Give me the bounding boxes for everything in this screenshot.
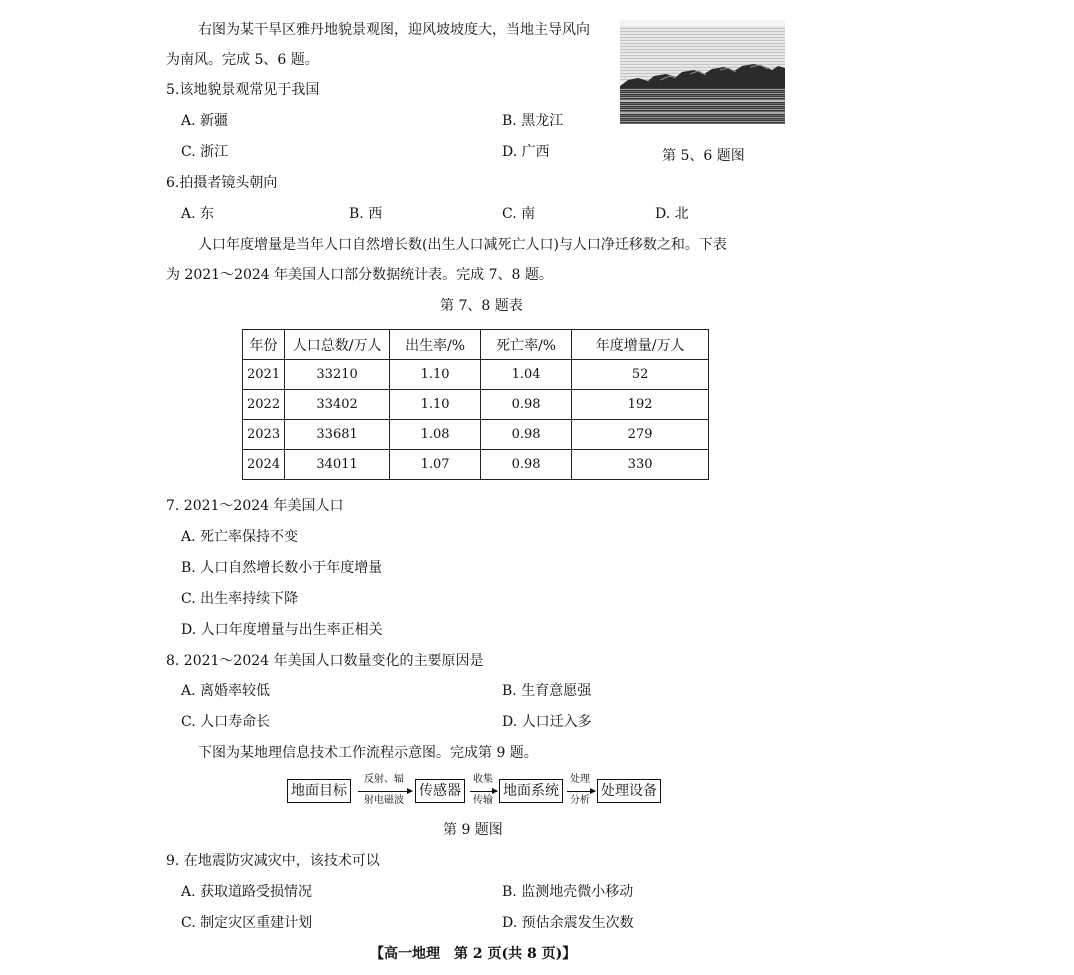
intro-9: 下图为某地理信息技术工作流程示意图。完成第 9 题。: [198, 745, 538, 761]
cell-annual-increase: 192: [572, 390, 709, 420]
header-year: 年份: [243, 330, 285, 360]
q6-option-a[interactable]: A. 东: [181, 206, 215, 222]
cell-total: 33402: [285, 390, 390, 420]
table-row: [243, 390, 709, 420]
cell-death-rate: 1.04: [481, 360, 572, 390]
q9-option-c[interactable]: C. 制定灾区重建计划: [181, 915, 313, 931]
header-birth-rate: 出生率/%: [390, 330, 481, 360]
flow-arrow3-label-top: 处理: [570, 774, 590, 785]
flow-arrow1-label-bottom: 射电磁波: [364, 795, 404, 806]
q9-option-a[interactable]: A. 获取道路受损情况: [181, 884, 313, 900]
intro-5-6-line1: 右图为某干旱区雅丹地貌景观图，迎风坡坡度大，当地主导风向: [198, 22, 590, 38]
flow-arrow2-label-bottom: 传输: [473, 795, 493, 806]
q5-option-a[interactable]: A. 新疆: [181, 113, 229, 129]
table-title: 第 7、8 题表: [440, 298, 523, 314]
arrow-right-icon: [358, 791, 412, 792]
flow-box-processing-device: 处理设备: [597, 779, 661, 803]
q6-option-d[interactable]: D. 北: [655, 206, 689, 222]
q8-option-c[interactable]: C. 人口寿命长: [181, 714, 271, 730]
cell-total: 33681: [285, 420, 390, 450]
table-header-row: [243, 330, 709, 360]
q6-stem: 6.拍摄者镜头朝向: [166, 175, 278, 191]
intro-5-6-line2: 为南风。完成 5、6 题。: [166, 52, 319, 68]
flow-arrow2-label-top: 收集: [473, 774, 493, 785]
header-total: 人口总数/万人: [285, 330, 390, 360]
cell-birth-rate: 1.10: [390, 390, 481, 420]
figure-9-caption: 第 9 题图: [443, 822, 503, 838]
cell-annual-increase: 279: [572, 420, 709, 450]
flow-box-sensor: 传感器: [415, 779, 465, 803]
q7-stem: 7. 2021～2024 年美国人口: [166, 498, 344, 514]
intro-7-8-line2: 为 2021～2024 年美国人口部分数据统计表。完成 7、8 题。: [166, 267, 553, 283]
cell-death-rate: 0.98: [481, 450, 572, 480]
cell-birth-rate: 1.07: [390, 450, 481, 480]
arrow-right-icon: [470, 791, 497, 792]
cell-birth-rate: 1.08: [390, 420, 481, 450]
cell-year: 2022: [243, 390, 285, 420]
q5-option-b[interactable]: B. 黑龙江: [502, 113, 564, 129]
flow-arrow1-label-top: 反射、辐: [364, 774, 404, 785]
q5-option-d[interactable]: D. 广西: [502, 144, 550, 160]
cell-annual-increase: 330: [572, 450, 709, 480]
q8-option-d[interactable]: D. 人口迁入多: [502, 714, 592, 730]
table-row: [243, 420, 709, 450]
cell-year: 2021: [243, 360, 285, 390]
q7-option-a[interactable]: A. 死亡率保持不变: [181, 529, 299, 545]
q5-stem: 5.该地貌景观常见于我国: [166, 82, 320, 98]
q7-option-b[interactable]: B. 人口自然增长数小于年度增量: [181, 560, 383, 576]
arrow-right-icon: [567, 791, 595, 792]
q9-option-d[interactable]: D. 预估余震发生次数: [502, 915, 634, 931]
q5-option-c[interactable]: C. 浙江: [181, 144, 229, 160]
population-table: [242, 329, 709, 480]
q8-option-a[interactable]: A. 离婚率较低: [181, 683, 271, 699]
cell-year: 2023: [243, 420, 285, 450]
cell-death-rate: 0.98: [481, 420, 572, 450]
q7-option-c[interactable]: C. 出生率持续下降: [181, 591, 299, 607]
cell-year: 2024: [243, 450, 285, 480]
q7-option-d[interactable]: D. 人口年度增量与出生率正相关: [181, 622, 383, 638]
q6-option-b[interactable]: B. 西: [349, 206, 383, 222]
cell-total: 33210: [285, 360, 390, 390]
q6-option-c[interactable]: C. 南: [502, 206, 536, 222]
figure-5-6-caption: 第 5、6 题图: [662, 148, 745, 164]
page-footer: 【高一地理 第 2 页(共 8 页)】: [370, 946, 577, 962]
table-row: [243, 360, 709, 390]
q8-option-b[interactable]: B. 生育意愿强: [502, 683, 592, 699]
intro-7-8-line1: 人口年度增量是当年人口自然增长数(出生人口减死亡人口)与人口净迁移数之和。下表: [198, 237, 727, 253]
cell-death-rate: 0.98: [481, 390, 572, 420]
flow-box-ground-system: 地面系统: [499, 779, 563, 803]
cell-annual-increase: 52: [572, 360, 709, 390]
q9-option-b[interactable]: B. 监测地壳微小移动: [502, 884, 634, 900]
flow-arrow3-label-bottom: 分析: [570, 795, 590, 806]
q8-stem: 8. 2021～2024 年美国人口数量变化的主要原因是: [166, 653, 484, 669]
flow-box-ground-target: 地面目标: [287, 779, 351, 803]
table-row: [243, 450, 709, 480]
cell-total: 34011: [285, 450, 390, 480]
header-death-rate: 死亡率/%: [481, 330, 572, 360]
q9-stem: 9. 在地震防灾减灾中，该技术可以: [166, 853, 380, 869]
header-annual-increase: 年度增量/万人: [572, 330, 709, 360]
cell-birth-rate: 1.10: [390, 360, 481, 390]
yardang-landscape-photo: [620, 20, 785, 124]
